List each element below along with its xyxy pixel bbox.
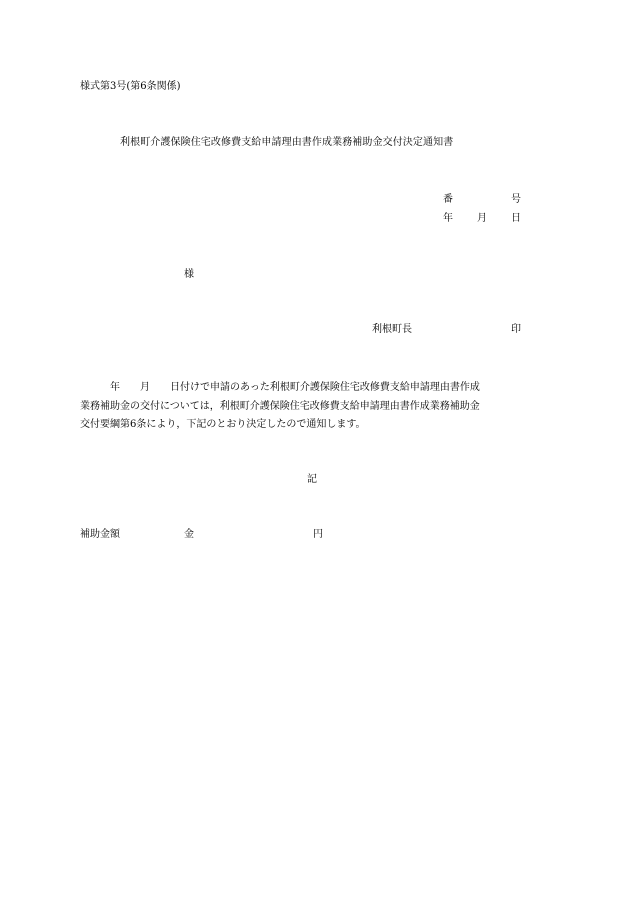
date-year-label: 年 [443,213,453,224]
amount-label: 補助金額 [80,529,120,540]
date-month-label: 月 [477,213,487,224]
addressee-suffix: 様 [184,269,194,280]
ki-heading: 記 [307,474,317,485]
number-label: 番 [443,194,453,205]
seal-mark: 印 [511,324,521,335]
amount-yen: 円 [313,529,323,540]
form-number: 様式第3号(第6条関係) [80,81,181,92]
body-paragraph [80,379,552,435]
issuer-name: 利根町長 [372,324,412,335]
date-day-label: 日 [511,213,521,224]
document-title: 利根町介護保険住宅改修費支給申請理由書作成業務補助金交付決定通知書 [120,137,454,148]
amount-kin: 金 [184,529,194,540]
number-suffix: 号 [511,194,521,205]
body-line: 年 月 日付けで申請のあった利根町介護保険住宅改修費支給申請理由書作成 [80,382,480,393]
body-line: 交付要綱第6条により，下記のとおり決定したので通知します。 [80,419,366,430]
body-line: 業務補助金の交付については，利根町介護保険住宅改修費支給申請理由書作成業務補助金 [80,400,480,412]
